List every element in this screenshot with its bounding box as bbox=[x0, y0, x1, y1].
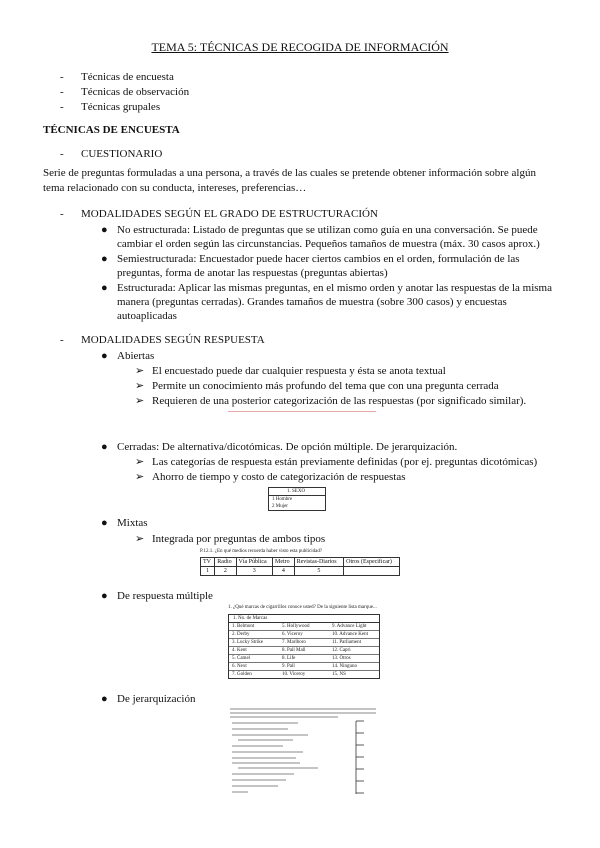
table-cell: 4 bbox=[273, 567, 295, 576]
table-cell: 6. Next bbox=[232, 664, 247, 669]
sub-item: Integrada por preguntas de ambos tipos bbox=[152, 533, 326, 545]
bullet-dot: ● bbox=[101, 590, 108, 602]
section-heading: TÉCNICAS DE ENCUESTA bbox=[43, 124, 180, 136]
intro-item: Técnicas grupales bbox=[81, 101, 161, 113]
arrow-marker: ➢ bbox=[135, 380, 145, 392]
mixtas-table bbox=[200, 557, 400, 576]
table-cell: 3 bbox=[236, 567, 272, 576]
table-cell: 5. Hollywood bbox=[282, 624, 310, 629]
list-item-line: Semiestructurada: Encuestador puede hacer ciertos cambios en el orden, formulación de las bbox=[117, 253, 520, 265]
table-cell: 14. Ninguno bbox=[332, 664, 357, 669]
list-item-line: manera (preguntas cerradas). Grandes tamaños de muestra (sobre 300 casos) y encuestas bbox=[117, 296, 507, 308]
bullet-dot: ● bbox=[101, 517, 108, 529]
subsection-title: CUESTIONARIO bbox=[81, 148, 163, 160]
multiple-table-header: 1. No. de Marcas bbox=[229, 615, 379, 623]
dash-marker: - bbox=[60, 86, 64, 98]
table-cell: 13. Otros bbox=[332, 656, 351, 661]
table-cell: 2. Derby bbox=[232, 632, 250, 637]
list-item-label: De jerarquización bbox=[117, 693, 196, 705]
multiple-caption: 1. ¿Qué marcas de cigarrillos conoce usted? De la siguiente lista marque... bbox=[228, 605, 377, 610]
table-row bbox=[229, 647, 379, 655]
table-cell: 8. Pall Mall bbox=[282, 648, 306, 653]
table-cell: 11. Parliament bbox=[332, 640, 361, 645]
list-item-label: Abiertas bbox=[117, 350, 155, 362]
table-header-cell: Radio bbox=[215, 558, 236, 567]
multiple-table bbox=[228, 614, 380, 679]
subsection-title: MODALIDADES SEGÚN RESPUESTA bbox=[81, 334, 265, 346]
bullet-dot: ● bbox=[101, 441, 108, 453]
table-header-cell: Otros (Especificar) bbox=[344, 558, 400, 567]
table-cell: 10. Viceroy bbox=[282, 672, 306, 677]
table-header-cell: Vía Pública bbox=[236, 558, 272, 567]
multiple-rows bbox=[229, 623, 379, 678]
ranking-question-image bbox=[228, 706, 378, 796]
table-header-cell: TV bbox=[201, 558, 215, 567]
dash-marker: - bbox=[60, 71, 64, 83]
table-cell: 9. Pall bbox=[282, 664, 295, 669]
sub-item: El encuestado puede dar cualquier respuesta y ésta se anota textual bbox=[152, 365, 446, 377]
list-item-line: autoaplicadas bbox=[117, 310, 177, 322]
sub-item: Las categorías de respuesta están previamente definidas (por ej. preguntas dicotómicas) bbox=[152, 456, 538, 468]
table-cell: 8. Life bbox=[282, 656, 296, 661]
sexo-table-row: 1 Hombre bbox=[272, 497, 293, 502]
paragraph-line: Serie de preguntas formuladas a una persona, a través de las cuales se pretende obtener información sobre algún bbox=[43, 167, 536, 179]
list-item-line: Estructurada: Aplicar las mismas preguntas, en el mismo orden y anotar las respuestas de la misma bbox=[117, 282, 552, 294]
sub-item: Requieren de una posterior categorización de las respuestas (por significado similar). bbox=[152, 395, 527, 407]
table-cell: 3. Lucky Strike bbox=[232, 640, 263, 645]
sexo-table bbox=[268, 487, 326, 511]
sexo-table-header: 1. SEXO bbox=[269, 488, 325, 496]
table-cell: 15. NS bbox=[332, 672, 346, 677]
paragraph-line: tema relacionado con su conducta, intereses, preferencias… bbox=[43, 182, 307, 194]
table-cell: 6. Viceroy bbox=[282, 632, 303, 637]
arrow-marker: ➢ bbox=[135, 365, 145, 377]
table-header-cell: Metro bbox=[273, 558, 295, 567]
table-cell: 9. Advance Light bbox=[332, 624, 367, 629]
table-row bbox=[229, 623, 379, 631]
faint-annotation-line bbox=[228, 411, 376, 412]
table-cell: 1 bbox=[201, 567, 215, 576]
table-row bbox=[229, 671, 379, 678]
dash-marker: - bbox=[60, 148, 64, 160]
table-cell: 5. Camel bbox=[232, 656, 251, 661]
intro-item: Técnicas de encuesta bbox=[81, 71, 174, 83]
table-cell: 7. Marlboro bbox=[282, 640, 306, 645]
table-cell: 12. Capri bbox=[332, 648, 351, 653]
table-header-cell: Revistas-Diarios bbox=[294, 558, 343, 567]
table-row bbox=[229, 663, 379, 671]
table-cell bbox=[344, 567, 400, 576]
table-row bbox=[229, 631, 379, 639]
list-item-label: Mixtas bbox=[117, 517, 148, 529]
arrow-marker: ➢ bbox=[135, 395, 145, 407]
bullet-dot: ● bbox=[101, 282, 108, 294]
arrow-marker: ➢ bbox=[135, 533, 145, 545]
table-cell: 7. Golden bbox=[232, 672, 252, 677]
list-item-label: Cerradas: De alternativa/dicotómicas. De opción múltiple. De jerarquización. bbox=[117, 441, 458, 453]
mixtas-table-caption: P.12.1. ¿En qué medios recuerda haber visto esta publicidad? bbox=[200, 549, 323, 554]
bullet-dot: ● bbox=[101, 253, 108, 265]
sub-item: Ahorro de tiempo y costo de categorización de respuestas bbox=[152, 471, 406, 483]
list-item-label: De respuesta múltiple bbox=[117, 590, 213, 602]
table-cell: 5 bbox=[294, 567, 343, 576]
sexo-table-row: 2 Mujer bbox=[272, 504, 288, 509]
bullet-dot: ● bbox=[101, 224, 108, 236]
table-cell: 2 bbox=[215, 567, 236, 576]
list-item-line: No estructurada: Listado de preguntas que se utilizan como guía en una conversación. Se puede bbox=[117, 224, 538, 236]
table-row bbox=[229, 655, 379, 663]
list-item-line: cambiar el orden según las circunstancias. Pequeños tamaños de muestra (máx. 30 casos aprox.) bbox=[117, 238, 540, 250]
dash-marker: - bbox=[60, 101, 64, 113]
intro-item: Técnicas de observación bbox=[81, 86, 190, 98]
arrow-marker: ➢ bbox=[135, 471, 145, 483]
subsection-title: MODALIDADES SEGÚN EL GRADO DE ESTRUCTURACIÓN bbox=[81, 208, 378, 220]
table-row bbox=[229, 639, 379, 647]
list-item-line: preguntas, forma de anotar las respuestas (preguntas abiertas) bbox=[117, 267, 388, 279]
table-cell: 1. Belmont bbox=[232, 624, 255, 629]
arrow-marker: ➢ bbox=[135, 456, 145, 468]
page-title: TEMA 5: TÉCNICAS DE RECOGIDA DE INFORMACIÓN bbox=[151, 40, 449, 54]
table-cell: 4. Kent bbox=[232, 648, 247, 653]
dash-marker: - bbox=[60, 334, 64, 346]
sub-item: Permite un conocimiento más profundo del tema que con una pregunta cerrada bbox=[152, 380, 499, 392]
bullet-dot: ● bbox=[101, 693, 108, 705]
table-cell: 10. Advance Kent bbox=[332, 632, 368, 637]
bullet-dot: ● bbox=[101, 350, 108, 362]
dash-marker: - bbox=[60, 208, 64, 220]
